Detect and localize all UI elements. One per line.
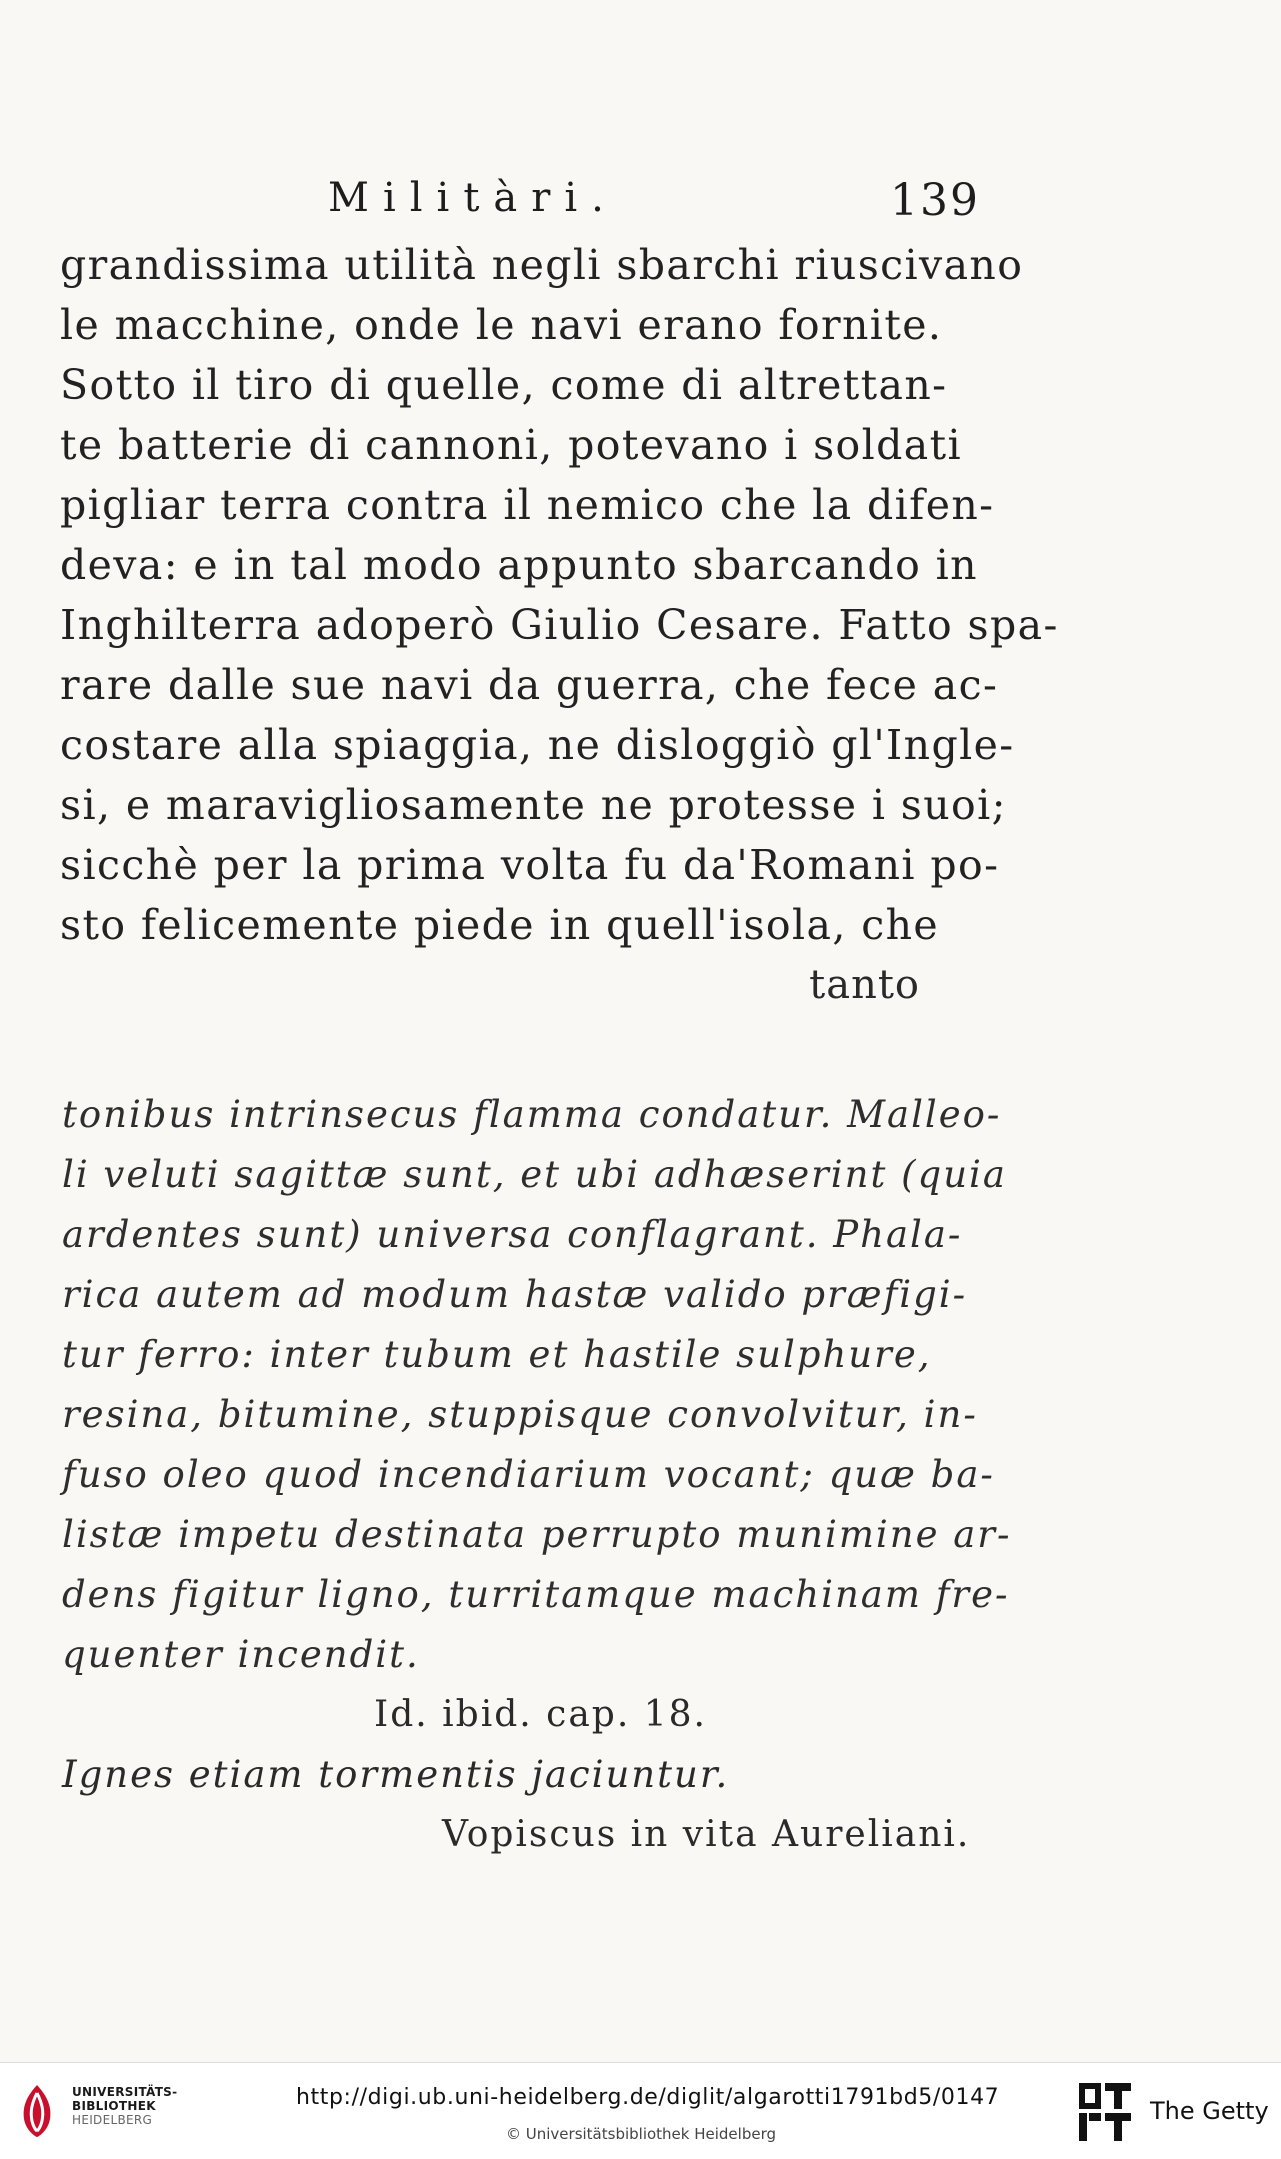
note-line: tonibus intrinsecus flamma condatur. Malleo- [62, 1093, 1002, 1136]
body-line: deva: e in tal modo appunto sbarcando in [60, 541, 978, 589]
body-line: pigliar terra contra il nemico che la difen- [60, 481, 995, 529]
citation-source: Id. ibid. cap. 18. [374, 1694, 707, 1735]
university-library-logo-icon[interactable] [10, 2079, 64, 2143]
body-line: te batterie di cannoni, potevano i soldati [60, 421, 963, 469]
running-head-title: Militàri. [328, 175, 618, 221]
body-line: le macchine, onde le navi erano fornite. [60, 301, 943, 349]
body-line: grandissima utilità negli sbarchi riuscivano [60, 241, 1024, 289]
footnotes [62, 1085, 1012, 1865]
page-number: 139 [890, 175, 980, 226]
citation-source: Vopiscus in vita Aureliani. [442, 1814, 971, 1855]
body-line: rare dalle sue navi da guerra, che fece ac- [60, 661, 999, 709]
note-line: dens figitur ligno, turritamque machinam fre- [62, 1573, 1010, 1616]
body-line: si, e maravigliosamente ne protesse i suoi; [60, 781, 1007, 829]
note-line: fuso oleo quod incendiarium vocant; quæ ba- [62, 1453, 995, 1496]
footnote-quote: Ignes etiam tormentis jaciuntur. [62, 1753, 730, 1796]
body-line: Inghilterra adoperò Giulio Cesare. Fatto spa- [60, 601, 1059, 649]
note-line: tur ferro: inter tubum et hastile sulphure, [62, 1333, 932, 1376]
body-line: Sotto il tiro di quelle, come di altrettan- [60, 361, 948, 409]
note-line: ardentes sunt) universa conflagrant. Phala- [62, 1213, 963, 1256]
university-library-name [72, 2085, 177, 2127]
body-line: sicchè per la prima volta fu da'Romani po- [60, 841, 1000, 889]
body-line: sto felicemente piede in quell'isola, che [60, 901, 940, 949]
note-line: listæ impetu destinata perrupto munimine ar- [62, 1513, 1012, 1556]
body-text [60, 235, 1059, 955]
note-line: quenter incendit. [62, 1633, 420, 1676]
partner-name: The Getty [1150, 2097, 1269, 2125]
page-content [60, 165, 1059, 1015]
body-line: costare alla spiaggia, ne disloggiò gl'Ingle- [60, 721, 1015, 769]
viewer-footer [0, 2062, 1281, 2159]
footnote-latin [62, 1085, 1012, 1685]
library-name-line: BIBLIOTHEK [72, 2099, 156, 2113]
library-name-line: UNIVERSITÄTS- [72, 2085, 178, 2099]
note-line: resina, bitumine, stuppisque convolvitur, in- [62, 1393, 978, 1436]
catchword: tanto [809, 962, 920, 1008]
library-name-line: HEIDELBERG [72, 2113, 153, 2127]
permalink-url[interactable]: http://digi.ub.uni-heidelberg.de/diglit/algarotti1791bd5/0147 [296, 2085, 1000, 2110]
copyright-notice: © Universitätsbibliothek Heidelberg [506, 2125, 777, 2143]
note-line: rica autem ad modum hastæ valido præfigi- [62, 1273, 968, 1316]
note-line: li veluti sagittæ sunt, et ubi adhæserint (quia [62, 1153, 1007, 1196]
running-head [60, 165, 980, 235]
getty-logo-icon[interactable] [1077, 2081, 1133, 2143]
